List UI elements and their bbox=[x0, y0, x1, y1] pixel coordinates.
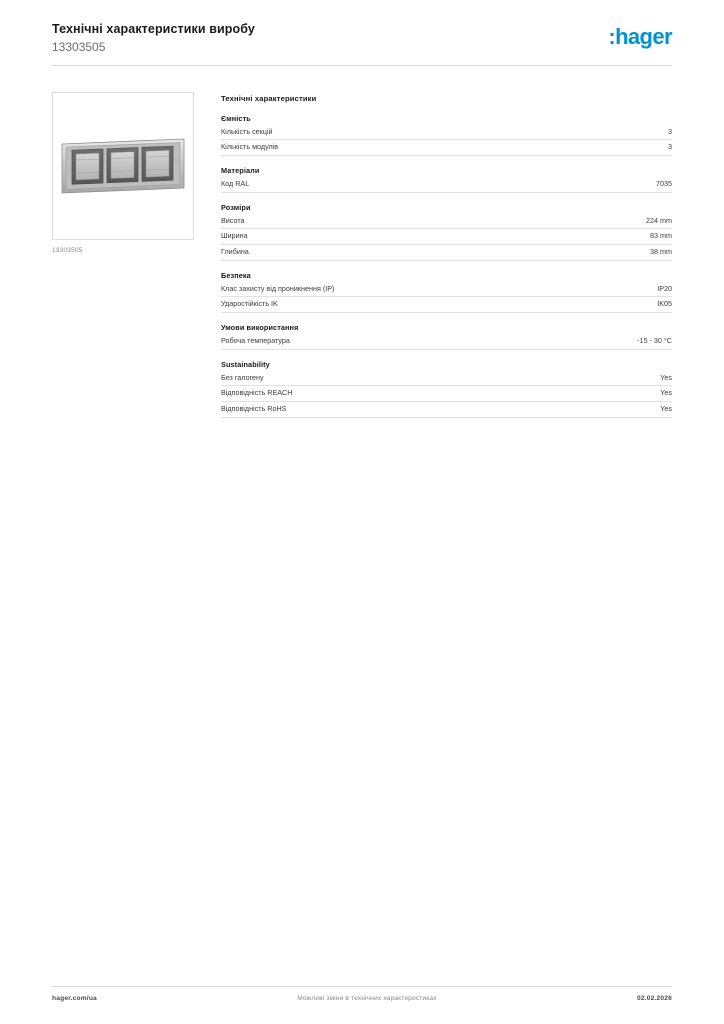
product-reference: 13303505 bbox=[52, 39, 106, 54]
spec-label: Відповідність RoHS bbox=[221, 404, 287, 414]
spec-value: 38 mm bbox=[650, 247, 672, 257]
page-footer bbox=[52, 986, 672, 1002]
spec-group bbox=[221, 203, 672, 261]
spec-group-title: Матеріали bbox=[221, 165, 260, 175]
header-titles bbox=[52, 22, 255, 55]
spec-group-title: Безпека bbox=[221, 270, 251, 280]
spec-value: Yes bbox=[660, 388, 672, 398]
spec-label: Робоча температура bbox=[221, 336, 290, 346]
footer-date: 02.02.2026 bbox=[636, 995, 672, 1002]
footer-disclaimer: Можливі зміни в технічних характеристиках bbox=[297, 995, 437, 1002]
page-header bbox=[52, 0, 672, 66]
spec-label: Ударостійкість IK bbox=[221, 299, 278, 309]
spec-label: Кількість модулів bbox=[221, 142, 279, 152]
spec-label: Кількість секцій bbox=[221, 126, 273, 136]
product-image-caption: 13303505 bbox=[52, 246, 83, 254]
spec-value: 224 mm bbox=[646, 215, 672, 225]
spec-label: Код RAL bbox=[221, 179, 250, 189]
spec-row bbox=[221, 140, 672, 156]
specifications-heading: Технічні характеристики bbox=[221, 93, 317, 103]
product-image-column bbox=[52, 92, 194, 254]
spec-row bbox=[221, 282, 672, 298]
spec-row bbox=[221, 177, 672, 193]
specifications bbox=[221, 92, 672, 428]
spec-row bbox=[221, 402, 672, 418]
spec-group bbox=[221, 114, 672, 156]
page-title: Технічні характеристики виробу bbox=[52, 22, 255, 36]
spec-value: 7035 bbox=[656, 179, 672, 189]
spec-value: 3 bbox=[668, 142, 672, 152]
spec-row bbox=[221, 371, 672, 387]
spec-group bbox=[221, 323, 672, 350]
spec-value: IP20 bbox=[657, 283, 672, 293]
spec-row bbox=[221, 245, 672, 261]
footer-website[interactable]: hager.com/ua bbox=[52, 995, 97, 1002]
spec-row bbox=[221, 386, 672, 402]
spec-group bbox=[221, 166, 672, 193]
spec-label: Відповідність REACH bbox=[221, 388, 293, 398]
spec-group-title: Sustainability bbox=[221, 359, 270, 369]
product-image-frame bbox=[52, 92, 194, 240]
hager-logo: :hager bbox=[608, 24, 672, 49]
spec-group-title: Умови використання bbox=[221, 322, 299, 332]
page-content bbox=[52, 66, 672, 428]
spec-value: -15 - 30 °C bbox=[637, 336, 672, 346]
spec-group-title: Розміри bbox=[221, 202, 251, 212]
spec-row bbox=[221, 334, 672, 350]
spec-label: Клас захисту від проникнення (IP) bbox=[221, 283, 335, 293]
spec-value: 83 mm bbox=[650, 231, 672, 241]
spec-value: Yes bbox=[660, 404, 672, 414]
wall-plate-triple-frame-icon bbox=[59, 136, 187, 196]
spec-label: Без галогену bbox=[221, 372, 264, 382]
spec-row bbox=[221, 229, 672, 245]
spec-row bbox=[221, 125, 672, 141]
spec-label: Висота bbox=[221, 215, 245, 225]
spec-value: 3 bbox=[668, 126, 672, 136]
spec-label: Глибина bbox=[221, 247, 249, 257]
spec-value: Yes bbox=[660, 372, 672, 382]
spec-row bbox=[221, 297, 672, 313]
spec-group bbox=[221, 360, 672, 418]
spec-value: IK05 bbox=[657, 299, 672, 309]
spec-row bbox=[221, 214, 672, 230]
spec-group-title: Ємність bbox=[221, 113, 251, 123]
spec-label: Ширина bbox=[221, 231, 248, 241]
spec-group bbox=[221, 271, 672, 313]
